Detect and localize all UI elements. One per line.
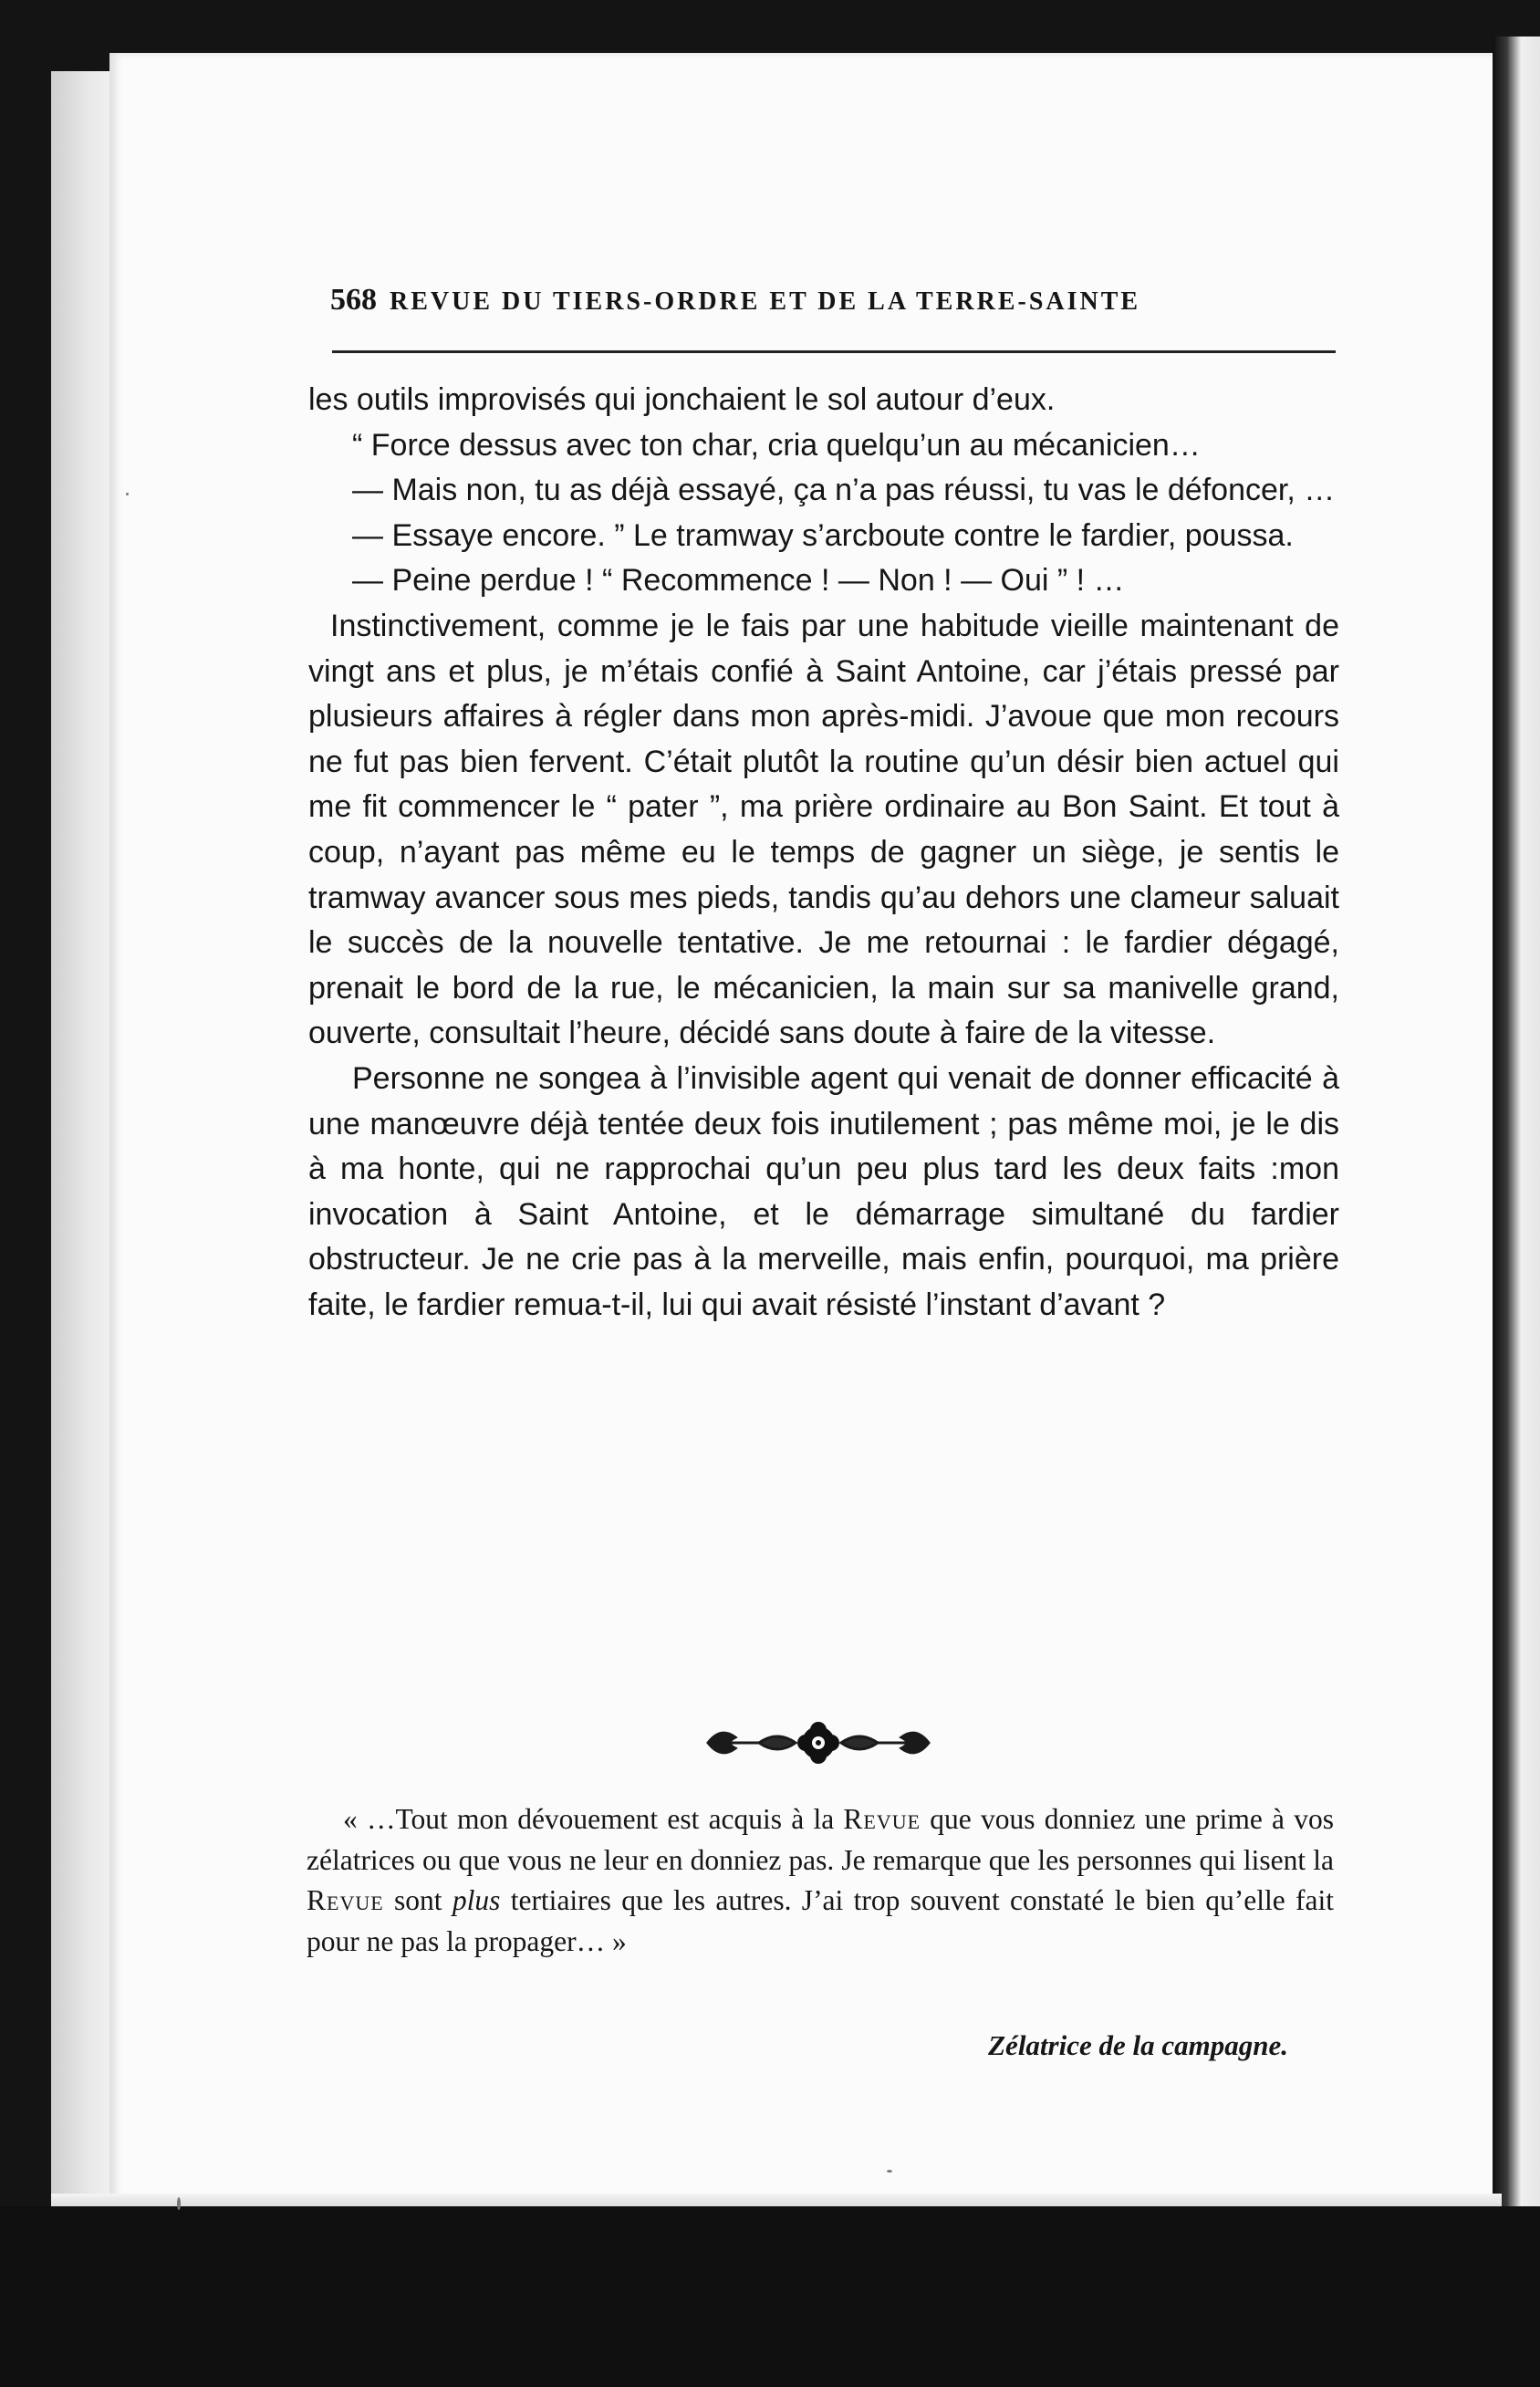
- paragraph: les outils improvisés qui jonchaient le sol autour d’eux.: [308, 382, 1056, 417]
- scan-speck: [887, 2170, 892, 2173]
- fleuron-ornament-icon: [704, 1717, 932, 1768]
- paragraph: — Essaye encore. ” Le tramway s’arcboute contre le fardier, poussa.: [352, 517, 1294, 553]
- scan-speck: [177, 2197, 181, 2210]
- page-number: 568: [330, 283, 377, 317]
- paragraph: Instinctivement, comme je le fais par une habitude vieille maintenant de vingt ans et plus, je m’étais confié à Saint Antoine, car j’étais pressé par plusieurs affaires à régler dans mon après-midi. J’avoue que mon recours ne fut pas bien fervent. C’était plutôt la routine qu’un désir bien actuel qui me fit commencer le “ pater ”, ma prière ordinaire au Bon Saint. Et tout à coup, n’ayant pas même eu le temps de gagner un siège, je sentis le tramway avancer sous mes pieds, tandis qu’au dehors une clameur saluait le succès de la nouvelle tentative. Je me retournai : le fardier dégagé, prenait le bord de la rue, le mécanicien, la main sur sa manivelle grand, ouverte, consultait l’heure, décidé sans doute à faire de la vitesse.: [308, 608, 1339, 1051]
- quote-text: tertiaires que les autres. J’ai trop souvent constaté le bien qu’elle fait pour ne pas la propager… »: [307, 1884, 1334, 1957]
- testimonial-text: [307, 1799, 1334, 1962]
- running-title: REVUE DU TIERS-ORDRE ET DE LA TERRE-SAINTE: [390, 287, 1141, 316]
- facing-page-edge: [1493, 36, 1540, 2263]
- paragraph: — Mais non, tu as déjà essayé, ça n’a pas réussi, tu vas le défoncer, …: [352, 473, 1336, 508]
- quote-text: que vous donniez une prime à vos zélatrices ou que vous ne leur en donniez pas. Je remarque que les personnes qui lisent la: [307, 1803, 1334, 1876]
- scan-speck: [126, 493, 129, 495]
- scan-background: [0, 2206, 1540, 2387]
- paragraph: — Peine perdue ! “ Recommence ! — Non ! — Oui ” ! …: [352, 563, 1125, 599]
- running-header: [330, 283, 1336, 325]
- article-body: [308, 378, 1339, 1328]
- reader-testimonial: [307, 1799, 1334, 1962]
- header-rule: [332, 350, 1336, 353]
- paragraph: “ Force dessus avec ton char, cria quelqu’un au mécanicien…: [352, 427, 1201, 463]
- testimonial-signature: Zélatrice de la campagne.: [988, 2029, 1288, 2061]
- paragraph: Personne ne songea à l’invisible agent qui venait de donner efficacité à une manœuvre déjà tentée deux fois inutilement ; pas même moi, je le dis à ma honte, qui ne rapprochai qu’un peu plus tard les deux faits :mon invocation à Saint Antoine, et le démarrage simultané du fardier obstructeur. Je ne crie pas à la merveille, mais enfin, pourquoi, ma prière faite, le fardier remua-t-il, lui qui avait résisté l’instant d’avant ?: [308, 1060, 1339, 1322]
- quote-text: « …Tout mon dévouement est acquis à la: [343, 1803, 844, 1835]
- revue-smallcaps: Revue: [843, 1803, 921, 1835]
- revue-smallcaps: Revue: [307, 1884, 384, 1917]
- quote-text: sont: [383, 1884, 453, 1917]
- quote-emphasis: plus: [452, 1884, 501, 1917]
